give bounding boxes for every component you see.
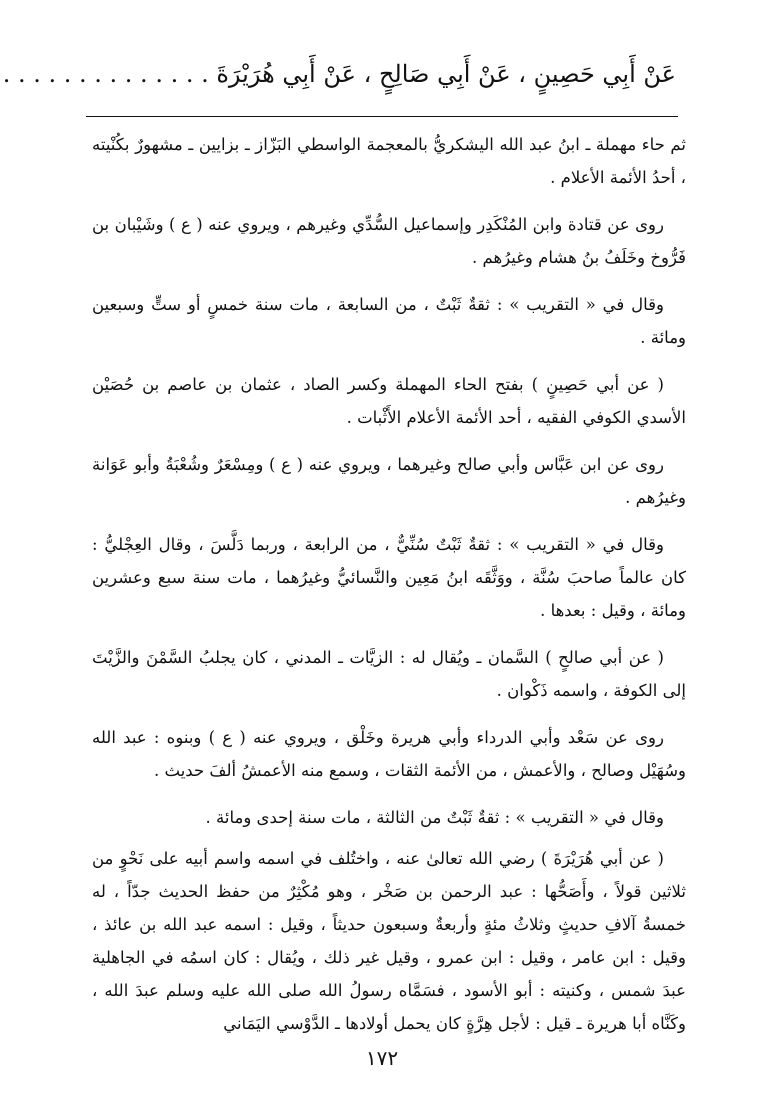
paragraph: وقال في « التقريب » : ثقةٌ ثَبْتٌ ، من السابعة ، مات سنة خمسٍ أو ستٍّ وسبعين ومائة . [92,295,686,347]
paragraph: روى عن ابن عَبَّاس وأبي صالح وغيرهما ، ويروي عنه ( ع ) ومِسْعَرٌ وشُعْبَةُ وأبو عَوَانة وغيرُهم . [92,455,686,507]
paragraph: وقال في « التقريب » : ثقةٌ ثَبْتٌ سُنِّيٌّ ، من الرابعة ، وربما دَلَّسَ ، وقال العِجْليُّ : كان عالماً صاحبَ سُنَّة ، ووَثَّقَه ابنُ مَعِين والنَّسائيُّ وغيرُهما ، مات سنة سبع وعشرين ومائة ، وقيل : بعدها . [92,535,686,620]
paragraph: وقال في « التقريب » : ثقةٌ ثَبْتٌ من الثالثة ، مات سنة إحدى ومائة . [205,808,664,827]
paragraph: روى عن قتادة وابن المُنْكَدِر وإسماعيل السُّدِّي وغيرهم ، ويروي عنه ( ع ) وشَيْبان بن فَرُّوخ وخَلَفُ بنُ هشام وغيرُهم . [92,215,686,267]
paragraph: ( عن أبي صالحٍ ) السَّمان ـ ويُقال له : الزيَّات ـ المدني ، كان يجلبُ السَّمْنَ والزَّيْتَ إلى الكوفة ، واسمه ذَكْوان . [92,648,686,700]
paragraph: ثم حاء مهملة ـ ابنُ عبد الله اليشكريُّ بالمعجمة الواسطي البَزّاز ـ بزايين ـ مشهورٌ بكُنْيته ، أحدُ الأئمة الأعلام . [92,135,686,187]
paragraph: ( عن أبي هُرَيْرَةَ ) رضي الله تعالىٰ عنه ، واختُلف في اسمه واسم أبيه على نَحْوٍ من ثلاثين قولاً ، وأَصَحُّها : عبد الرحمن بن صَخْر ، وهو مُكْثِرٌ من حفظ الحديث جدّاً ، له خمسةُ آلافِ حديثٍ وثلاثُ مئةٍ وأربعةٌ وسبعون حديثاً ، وقيل : اسمه عبد الله بن عائذ ، وقيل : ابن عامر ، وقيل : ابن عمرو ، وقيل غير ذلك ، ويُقال : كان اسمُه في الجاهلية عبدَ شمس ، وكنيته : أبو الأسود ، فسَمَّاه رسولُ الله صلى الله عليه وسلم عبدَ الله ، وكَنَّاه أبا هريرة ـ قيل : لأجل هِرَّةٍ كان يحمل أولادها ـ الدَّوْسي اليَمَاني [92,849,686,1033]
paragraph: ( عن أبي حَصِينٍ ) بفتح الحاء المهملة وكسر الصاد ، عثمان بن عاصم بن حُصَيْن الأسدي الكوفي الفقيه ، أحد الأئمة الأعلام الأَثْبات . [92,375,686,427]
commentary-body [92,128,686,1054]
page-number: ١٧٢ [365,1046,399,1070]
running-header: عَنْ أَبِي حَصِينٍ ، عَنْ أَبِي صَالِحٍ ، عَنْ أَبِي هُرَيْرَةَ . . . . . . . . . . . . . . [2,60,676,88]
paragraph: روى عن سَعْد وأبي الدرداء وأبي هريرة وخَلْق ، ويروي عنه ( ع ) وبنوه : عبد الله وسُهَيْل وصالح ، والأعمش ، من الأئمة الثقات ، وسمع منه الأعمشُ ألفَ حديث . [92,728,686,780]
header-rule [86,116,678,117]
